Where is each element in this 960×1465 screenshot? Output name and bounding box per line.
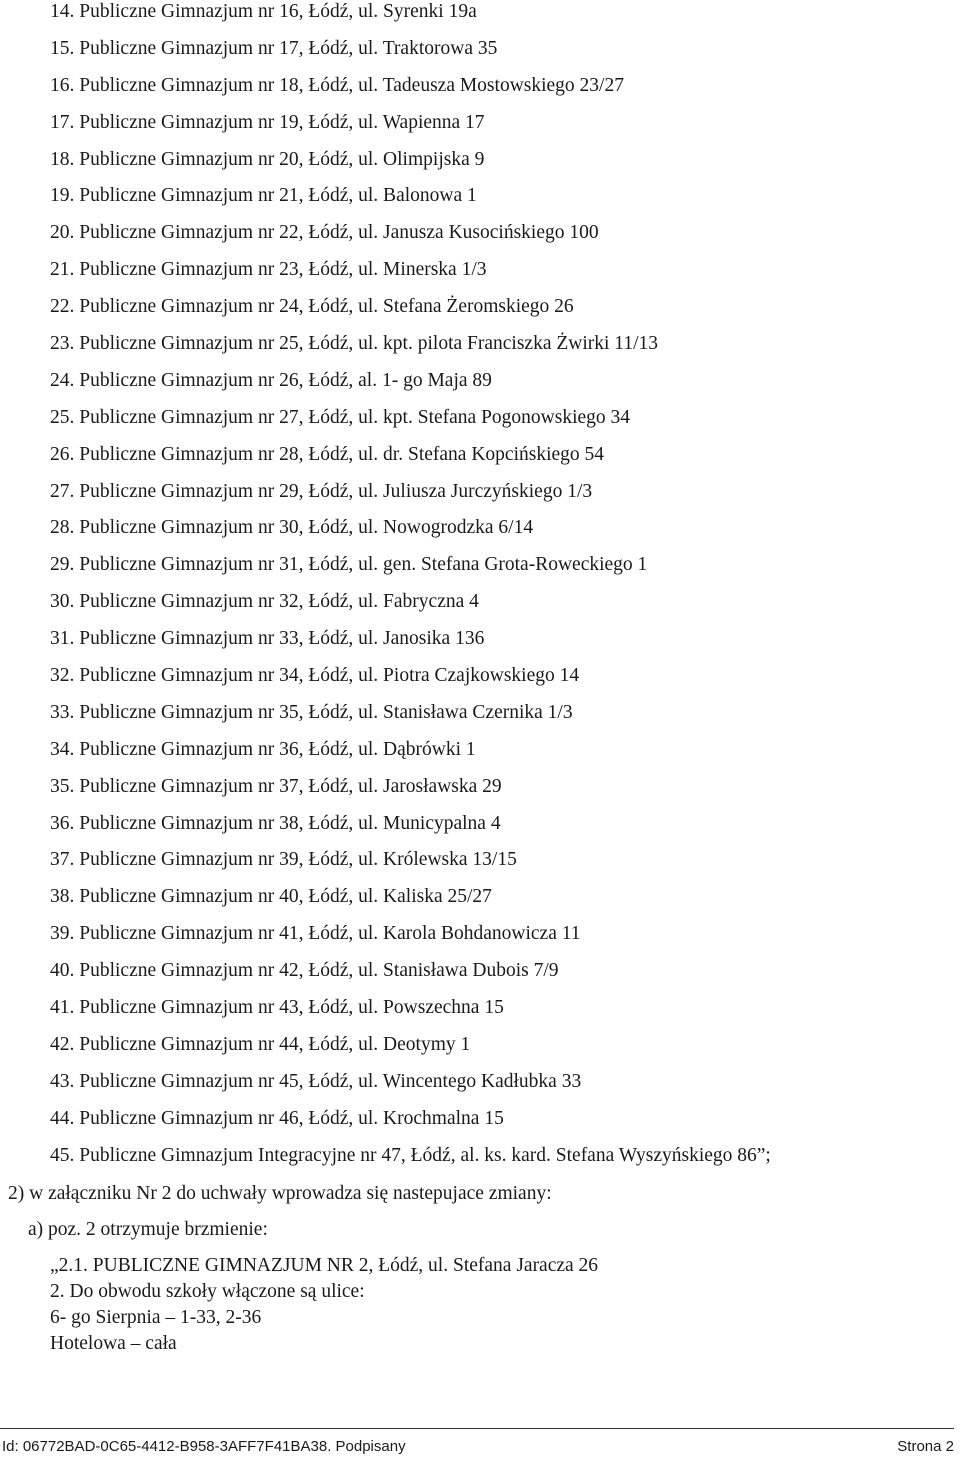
list-item: 38. Publiczne Gimnazjum nr 40, Łódź, ul. Kaliska 25/27 [50,886,492,908]
list-item: 29. Publiczne Gimnazjum nr 31, Łódź, ul. gen. Stefana Grota-Roweckiego 1 [50,554,648,576]
list-item: 33. Publiczne Gimnazjum nr 35, Łódź, ul. Stanisława Czernika 1/3 [50,701,573,723]
list-item: 30. Publiczne Gimnazjum nr 32, Łódź, ul. Fabryczna 4 [50,591,479,613]
list-item: 25. Publiczne Gimnazjum nr 27, Łódź, ul. kpt. Stefana Pogonowskiego 34 [50,406,631,428]
list-item: 26. Publiczne Gimnazjum nr 28, Łódź, ul. dr. Stefana Kopcińskiego 54 [50,443,605,465]
list-item: 24. Publiczne Gimnazjum nr 26, Łódź, al. 1- go Maja 89 [50,369,492,391]
quote-line: 6- go Sierpnia – 1-33, 2-36 [50,1307,262,1328]
list-item: 17. Publiczne Gimnazjum nr 19, Łódź, ul. Wapienna 17 [50,111,485,133]
amendment-intro: 2) w załączniku Nr 2 do uchwały wprowadza się nastepujace zmiany: [8,1183,552,1204]
list-item: 15. Publiczne Gimnazjum nr 17, Łódź, ul. Traktorowa 35 [50,37,498,59]
list-item: 20. Publiczne Gimnazjum nr 22, Łódź, ul. Janusza Kusocińskiego 100 [50,222,599,244]
list-item: 22. Publiczne Gimnazjum nr 24, Łódź, ul. Stefana Żeromskiego 26 [50,296,574,318]
list-item: 32. Publiczne Gimnazjum nr 34, Łódź, ul. Piotra Czajkowskiego 14 [50,665,580,687]
document-id: Id: 06772BAD-0C65-4412-B958-3AFF7F41BA38. Podpisany [2,1438,406,1455]
list-item: 45. Publiczne Gimnazjum Integracyjne nr 47, Łódź, al. ks. kard. Stefana Wyszyńskiego 86”; [50,1144,771,1166]
list-item: 42. Publiczne Gimnazjum nr 44, Łódź, ul. Deotymy 1 [50,1033,471,1055]
list-item: 19. Publiczne Gimnazjum nr 21, Łódź, ul. Balonowa 1 [50,185,477,207]
quote-line: „2.1. PUBLICZNE GIMNAZJUM NR 2, Łódź, ul. Stefana Jaracza 26 [50,1255,599,1276]
list-item: 14. Publiczne Gimnazjum nr 16, Łódź, ul. Syrenki 19a [50,1,477,22]
list-item: 21. Publiczne Gimnazjum nr 23, Łódź, ul. Minerska 1/3 [50,259,487,281]
list-item: 23. Publiczne Gimnazjum nr 25, Łódź, ul. kpt. pilota Franciszka Żwirki 11/13 [50,333,658,355]
list-item: 36. Publiczne Gimnazjum nr 38, Łódź, ul. Municypalna 4 [50,812,501,834]
list-item: 39. Publiczne Gimnazjum nr 41, Łódź, ul. Karola Bohdanowicza 11 [50,923,581,945]
amendment-sub-point: a) poz. 2 otrzymuje brzmienie: [28,1219,268,1240]
list-item: 41. Publiczne Gimnazjum nr 43, Łódź, ul. Powszechna 15 [50,997,504,1019]
quote-line: Hotelowa – cała [50,1333,177,1354]
list-item: 34. Publiczne Gimnazjum nr 36, Łódź, ul. Dąbrówki 1 [50,738,476,760]
list-item: 35. Publiczne Gimnazjum nr 37, Łódź, ul. Jarosławska 29 [50,775,502,797]
school-list [50,0,950,1179]
list-item: 43. Publiczne Gimnazjum nr 45, Łódź, ul. Wincentego Kadłubka 33 [50,1070,582,1092]
list-item: 31. Publiczne Gimnazjum nr 33, Łódź, ul. Janosika 136 [50,628,485,650]
list-item: 28. Publiczne Gimnazjum nr 30, Łódź, ul. Nowogrodzka 6/14 [50,517,534,539]
list-item: 16. Publiczne Gimnazjum nr 18, Łódź, ul. Tadeusza Mostowskiego 23/27 [50,74,624,96]
page-footer [0,1428,954,1455]
amendment-quote [50,1253,598,1357]
list-item: 27. Publiczne Gimnazjum nr 29, Łódź, ul. Juliusza Jurczyńskiego 1/3 [50,480,593,502]
page-number: Strona 2 [897,1438,954,1455]
list-item: 18. Publiczne Gimnazjum nr 20, Łódź, ul. Olimpijska 9 [50,148,485,170]
quote-line: 2. Do obwodu szkoły włączone są ulice: [50,1281,365,1302]
list-item: 44. Publiczne Gimnazjum nr 46, Łódź, ul. Krochmalna 15 [50,1107,504,1129]
list-item: 37. Publiczne Gimnazjum nr 39, Łódź, ul. Królewska 13/15 [50,849,517,871]
list-item: 40. Publiczne Gimnazjum nr 42, Łódź, ul. Stanisława Dubois 7/9 [50,960,559,982]
